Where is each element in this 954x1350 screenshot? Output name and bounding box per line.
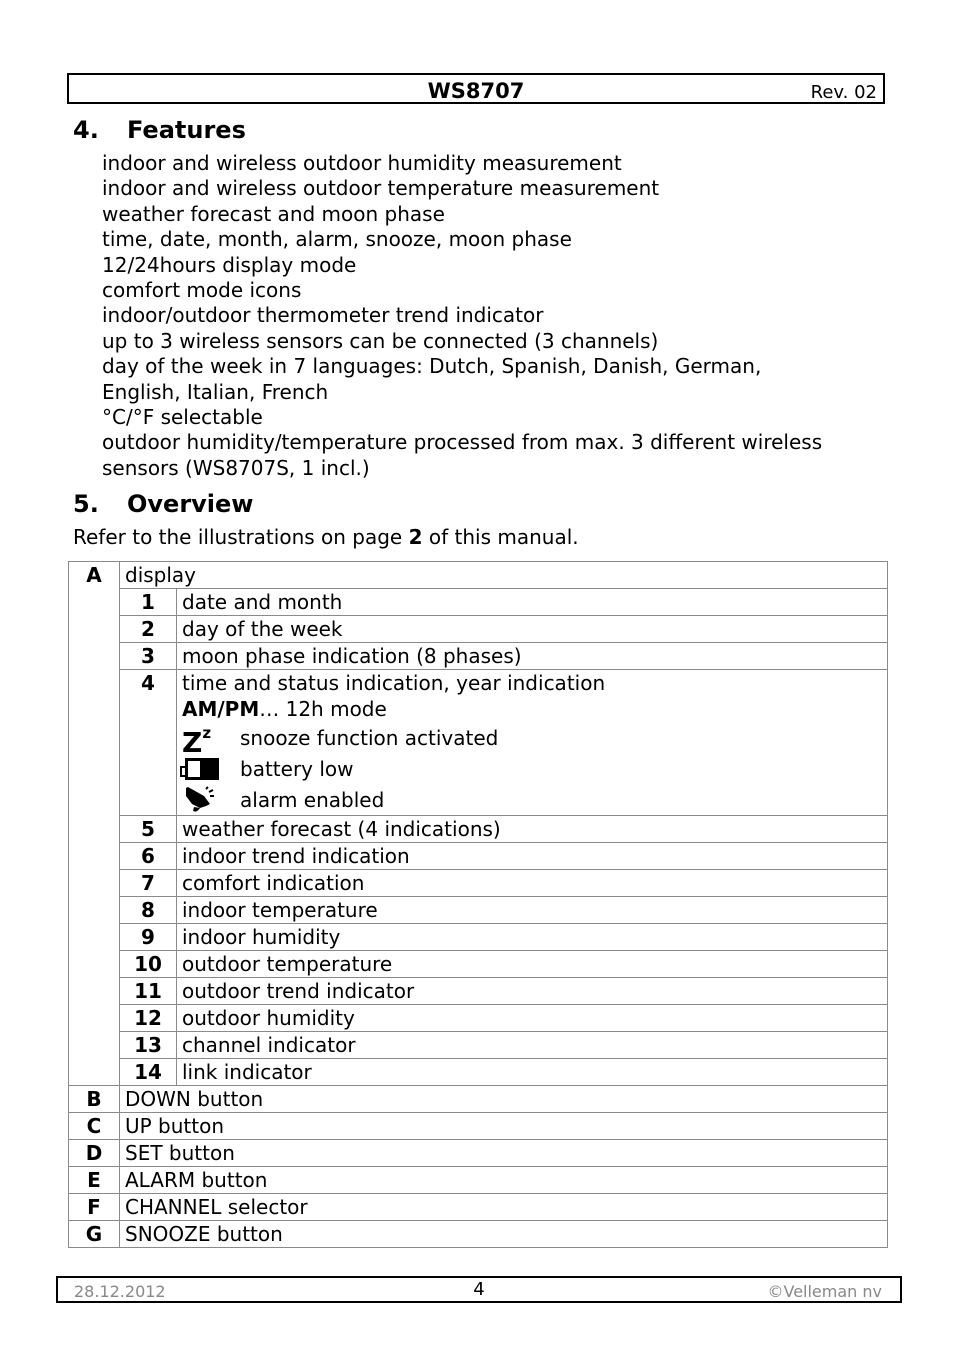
snooze-glyph: Z (182, 725, 203, 759)
item-text: outdoor temperature (177, 951, 888, 978)
item-number: 3 (120, 643, 177, 670)
item-number: 8 (120, 897, 177, 924)
feature-line: day of the week in 7 languages: Dutch, Spanish, Danish, German, (102, 354, 762, 379)
table-row (69, 589, 888, 616)
row-label: display (120, 562, 888, 589)
item-text: link indicator (177, 1059, 888, 1086)
item-number: 12 (120, 1005, 177, 1032)
row-key: C (69, 1113, 120, 1140)
overview-table (68, 561, 888, 1248)
table-row (69, 897, 888, 924)
battery-line (182, 753, 882, 784)
feature-line: time, date, month, alarm, snooze, moon phase (102, 227, 572, 252)
item-number: 6 (120, 843, 177, 870)
feature-line: indoor and wireless outdoor temperature measurement (102, 176, 660, 201)
item-text: indoor humidity (177, 924, 888, 951)
row-label: SNOOZE button (120, 1221, 888, 1248)
item-text: indoor trend indication (177, 843, 888, 870)
table-row (69, 643, 888, 670)
item-number: 13 (120, 1032, 177, 1059)
section-number: 5. (73, 490, 99, 518)
item-number: 10 (120, 951, 177, 978)
ampm-text: … 12h mode (259, 697, 387, 721)
battery-text: battery low (240, 756, 354, 781)
item-text: indoor temperature (177, 897, 888, 924)
footer-date: 28.12.2012 (74, 1282, 166, 1301)
snooze-text: snooze function activated (240, 725, 499, 750)
page-header (67, 73, 885, 104)
item-text: time and status indication, year indication (182, 671, 606, 695)
table-row (69, 1005, 888, 1032)
ampm-line (182, 696, 882, 722)
alarm-text: alarm enabled (240, 787, 385, 812)
page-footer (56, 1276, 902, 1303)
table-row (69, 1221, 888, 1248)
section-title: Overview (127, 490, 254, 518)
feature-line: 12/24hours display mode (102, 252, 357, 277)
bell-icon (182, 786, 240, 814)
item-number: 1 (120, 589, 177, 616)
row-key: B (69, 1086, 120, 1113)
item-text: day of the week (177, 616, 888, 643)
row-label: DOWN button (120, 1086, 888, 1113)
item-text: moon phase indication (8 phases) (177, 643, 888, 670)
table-row (69, 870, 888, 897)
item-text: outdoor humidity (177, 1005, 888, 1032)
row-label: SET button (120, 1140, 888, 1167)
snooze-glyph-sup: z (202, 723, 212, 742)
feature-line: indoor and wireless outdoor humidity measurement (102, 151, 622, 175)
table-row (69, 816, 888, 843)
item-text: channel indicator (177, 1032, 888, 1059)
page-number: 4 (473, 1279, 485, 1300)
feature-line: up to 3 wireless sensors can be connected (3 channels) (102, 328, 659, 353)
row-key: G (69, 1221, 120, 1248)
status-cell (177, 670, 888, 816)
feature-line: comfort mode icons (102, 278, 302, 303)
row-label: UP button (120, 1113, 888, 1140)
feature-line: weather forecast and moon phase (102, 201, 445, 226)
row-key: D (69, 1140, 120, 1167)
table-row (69, 616, 888, 643)
snooze-icon (182, 719, 240, 757)
row-label: CHANNEL selector (120, 1194, 888, 1221)
model-name: WS8707 (427, 79, 525, 103)
item-number: 4 (120, 670, 177, 816)
item-text: comfort indication (177, 870, 888, 897)
section-number: 4. (73, 116, 99, 144)
table-row (69, 562, 888, 589)
feature-line: English, Italian, French (102, 379, 329, 404)
item-number: 11 (120, 978, 177, 1005)
copyright: ©Velleman nv (767, 1282, 882, 1301)
revision: Rev. 02 (810, 82, 877, 103)
item-number: 9 (120, 924, 177, 951)
table-row (69, 1059, 888, 1086)
table-row (69, 1086, 888, 1113)
table-row (69, 670, 888, 816)
intro-text: Refer to the illustrations on page (73, 525, 409, 549)
table-row (69, 978, 888, 1005)
feature-line: indoor/outdoor thermometer trend indicator (102, 303, 544, 328)
table-row (69, 843, 888, 870)
row-key: A (69, 562, 120, 1086)
table-row (69, 1113, 888, 1140)
alarm-line (182, 784, 882, 815)
table-row (69, 924, 888, 951)
intro-page-number: 2 (408, 525, 423, 549)
ampm-label: AM/PM (182, 697, 260, 721)
item-text: outdoor trend indicator (177, 978, 888, 1005)
table-row (69, 951, 888, 978)
overview-heading (73, 490, 253, 518)
overview-intro (73, 525, 579, 549)
table-row (69, 1194, 888, 1221)
features-heading (73, 116, 246, 144)
table-row (69, 1140, 888, 1167)
feature-line: °C/°F selectable (102, 405, 263, 430)
row-key: E (69, 1167, 120, 1194)
item-number: 7 (120, 870, 177, 897)
row-key: F (69, 1194, 120, 1221)
feature-line: outdoor humidity/temperature processed from max. 3 different wireless (102, 430, 823, 455)
battery-low-icon (182, 758, 240, 780)
section-title: Features (127, 116, 246, 144)
table-row (69, 1167, 888, 1194)
item-text: date and month (177, 589, 888, 616)
intro-text: of this manual. (422, 525, 579, 549)
table-row (69, 1032, 888, 1059)
item-number: 2 (120, 616, 177, 643)
snooze-line (182, 722, 882, 759)
item-number: 14 (120, 1059, 177, 1086)
feature-line: sensors (WS8707S, 1 incl.) (102, 455, 370, 480)
features-list (102, 151, 872, 481)
item-text: weather forecast (4 indications) (177, 816, 888, 843)
item-number: 5 (120, 816, 177, 843)
row-label: ALARM button (120, 1167, 888, 1194)
